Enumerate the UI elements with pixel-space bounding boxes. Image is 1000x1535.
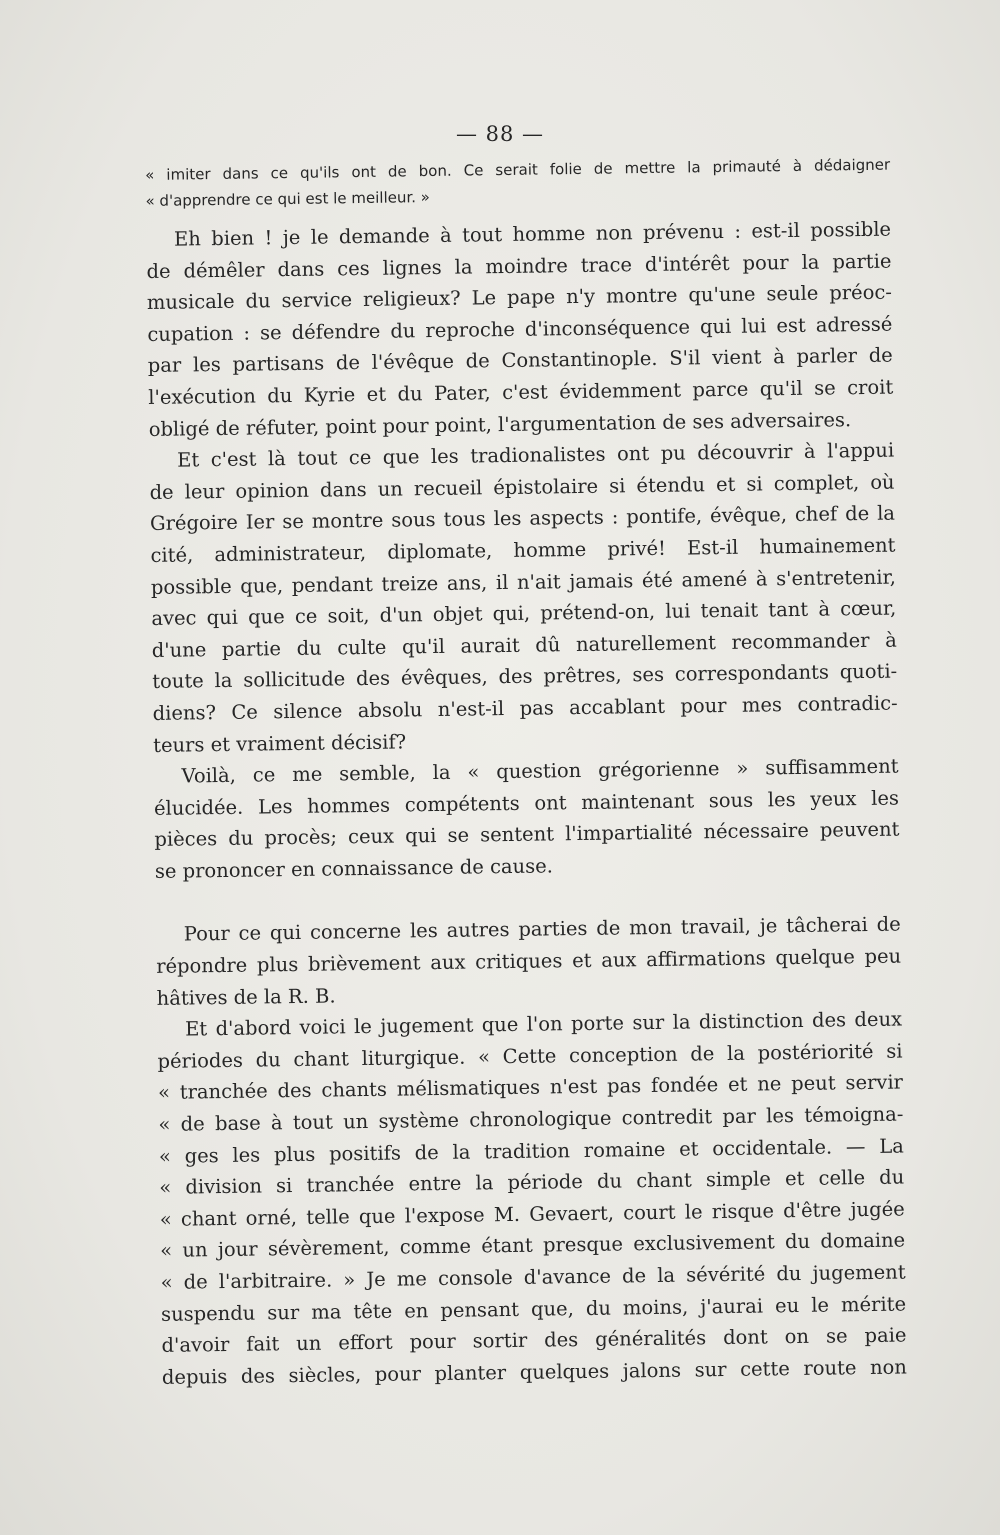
text-line: obligé de réfuter, point pour point, l'argumentation de ses adversaires.	[148, 407, 852, 441]
text-line: de démêler dans ces lignes la moindre trace d'intérêt pour la partie	[146, 249, 892, 283]
page-number: — 88 —	[455, 122, 545, 146]
text-line: « chant orné, telle que l'expose M. Gevaert, court le risque d'être jugée	[159, 1197, 905, 1231]
text-line: périodes du chant liturgique. « Cette conception de la postériorité si	[157, 1039, 903, 1073]
text-line: « de base à tout un système chronologique contredit par les témoigna-	[158, 1102, 904, 1136]
text-line: Et c'est là tout ce que les tradionalistes ont pu découvrir à l'appui	[177, 438, 895, 472]
text-line: Eh bien ! je le demande à tout homme non prévenu : est-il possible	[173, 217, 892, 251]
text-line: « tranchée des chants mélismatiques n'est pas fondée et ne peut servir	[157, 1070, 904, 1105]
text-line: Et d'abord voici le jugement que l'on porte sur la distinction des deux	[184, 1007, 903, 1041]
text-line: suspendu sur ma tête en pensant que, du moins, j'aurai eu le mérite	[160, 1292, 907, 1326]
quote-line: « d'apprendre ce qui est le meilleur. »	[145, 188, 431, 210]
text-line: par les partisans de l'évêque de Constantinople. S'il vient à parler de	[147, 343, 893, 378]
text-line: « de l'arbitraire. » Je me console d'avance de la sévérité du jugement	[160, 1260, 906, 1294]
text-line: se prononcer en connaissance de cause.	[154, 854, 554, 883]
text-line: élucidée. Les hommes compétents ont maintenant sous les yeux les	[153, 786, 900, 820]
text-line: avec qui que ce soit, d'un objet qui, prétend-on, lui tenait tant à cœur,	[151, 596, 897, 631]
text-line: Pour ce qui concerne les autres parties de mon travail, je tâcherai de	[183, 912, 901, 947]
text-line: depuis des siècles, pour planter quelques jalons sur cette route non	[161, 1355, 908, 1389]
text-line: teurs et vraiment décisif?	[152, 729, 407, 757]
text-line: l'exécution du Kyrie et du Pater, c'est évidemment parce qu'il se croit	[148, 375, 894, 409]
text-line: répondre plus brièvement aux critiques et aux affirmations quelque peu	[156, 944, 902, 978]
text-line: diens? Ce silence absolu n'est-il pas accablant pour mes contradic-	[152, 691, 898, 725]
text-line: Voilà, ce me semble, la « question grégorienne » suffisamment	[181, 754, 899, 788]
text-line: d'une partie du culte qu'il aurait dû naturellement recommander à	[151, 628, 897, 662]
text-line: hâtives de la R. B.	[156, 984, 336, 1010]
text-line: de leur opinion dans un recueil épistolaire si étendu et si complet, où	[149, 470, 895, 504]
text-line: cité, administrateur, diplomate, homme privé! Est-il humainement	[150, 533, 896, 567]
text-line: Grégoire Ier se montre sous tous les aspects : pontife, évêque, chef de la	[149, 501, 896, 536]
text-line: d'avoir fait un effort pour sortir des généralités dont on se paie	[161, 1323, 907, 1358]
text-line: possible que, pendant treize ans, il n'ait jamais été amené à s'entretenir,	[150, 565, 897, 599]
text-line: « division si tranchée entre la période du chant simple et celle du	[159, 1165, 905, 1200]
text-line: toute la sollicitude des évêques, des prêtres, ses correspondants quoti-	[152, 659, 898, 694]
quote-line: « imiter dans ce qu'ils ont de bon. Ce serait folie de mettre la primauté à dédaigner	[145, 155, 891, 184]
body-text	[145, 152, 907, 1394]
text-line: « ges les plus positifs de la tradition romaine et occidentale. — La	[158, 1134, 904, 1168]
text-line: « un jour sévèrement, comme étant presque exclusivement du domaine	[160, 1228, 906, 1263]
text-line: musicale du service religieux? Le pape n'y montre qu'une seule préoc-	[146, 280, 893, 315]
text-line: pièces du procès; ceux qui se sentent l'impartialité nécessaire peuvent	[154, 817, 900, 852]
text-line: cupation : se défendre du reproche d'inconséquence qui lui est adressé	[147, 312, 893, 346]
